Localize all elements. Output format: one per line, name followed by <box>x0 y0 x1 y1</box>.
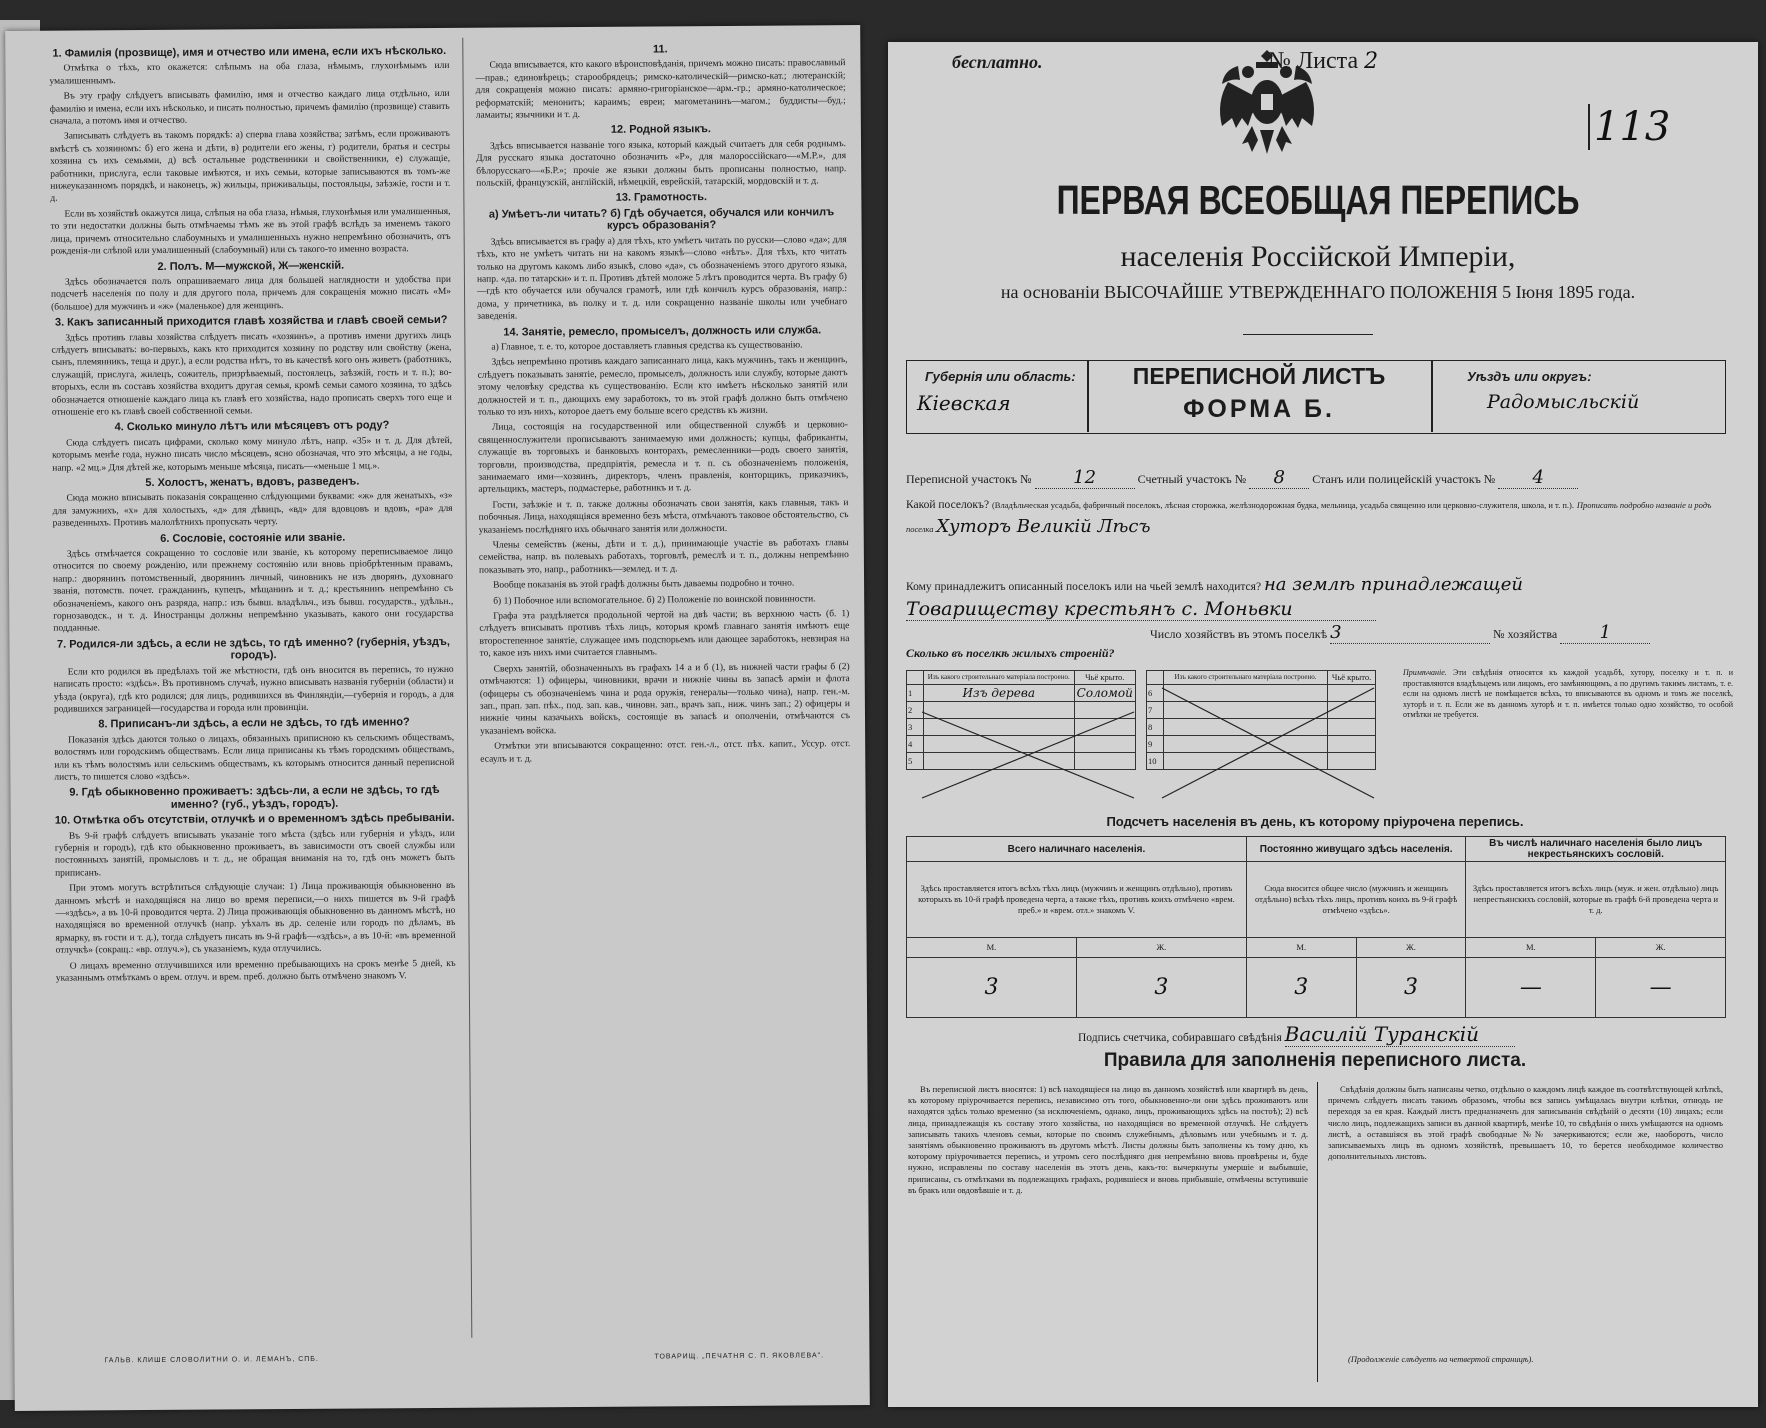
instruction-paragraph: Члены семействъ (жены, дѣти и т. д.), принимающіе участіе въ работахъ главы семейства, напр. въ полевыхъ работахъ, торговлѣ, ремеслѣ и т. п., должны непремѣнно показывать это, напр., работникъ—землед. и т. д. <box>478 538 849 576</box>
instructions-column-right <box>475 39 854 1312</box>
nonpeasant-f-label: Ж. <box>1596 938 1726 958</box>
total-m-label: М. <box>907 938 1077 958</box>
printer-footer-right: ТОВАРИЩ. „ПЕЧАТНЯ С. П. ЯКОВЛЕВА". <box>654 1352 825 1361</box>
header-divider-right <box>1431 360 1433 432</box>
instruction-heading: 9. Гдѣ обыкновенно проживаетъ: здѣсь-ли, а если не здѣсь, то гдѣ именно? (губ., уѣздъ, городъ). <box>69 784 440 811</box>
resident-m-value: 3 <box>1246 958 1356 1018</box>
instruction-heading: 7. Родился-ли здѣсь, а если не здѣсь, то гдѣ именно? (губернія, уѣздъ, городъ). <box>56 635 450 662</box>
settlement-block <box>906 494 1726 540</box>
province-label: Губернія или область: <box>925 369 1076 384</box>
population-count-table <box>906 836 1726 1018</box>
instruction-paragraph: Отмѣтка о тѣхъ, кто окажется: слѣпымъ на оба глаза, нѣмымъ, глухонѣмымъ или умалишеннымъ. <box>49 61 450 87</box>
resident-f-value: 3 <box>1356 958 1466 1018</box>
households-value: 3 <box>1330 622 1490 644</box>
instruction-paragraph: Если въ хозяйствѣ окажутся лица, слѣпыя на оба глаза, нѣмыя, глухонѣмыя или умалишенныя, то эти недостатки должны быть отмѣчаемы тѣмъ же въ этой графѣ вслѣдъ за именемъ такого лица, причемъ относительно слабоумныхъ и умалишенныхъ нужно непремѣнно обозначить, отъ рожденія-ли слѣпой или умалишенный (слабоумный) или съ такого-то именно возраста. <box>50 206 451 257</box>
header-box <box>906 360 1726 434</box>
households-line <box>1150 622 1720 644</box>
resident-f-label: Ж. <box>1356 938 1466 958</box>
instruction-paragraph: Въ 9-й графѣ слѣдуетъ вписывать указаніе того мѣста (здѣсь или губернія и уѣздъ, или губернія и городъ), гдѣ кто обыкновенно проживаетъ, въ зависимости отъ своей службы или постоянныхъ занятій, промысловъ и т. д., не обращая вниманія на то, гдѣ онъ можетъ быть приписанъ. <box>54 828 456 879</box>
building-cell: Соломой <box>1074 685 1135 702</box>
rules-continued-note: (Продолженіе слѣдуетъ на четвертой страницѣ). <box>1348 1354 1534 1364</box>
county-value: Радомысльскій <box>1487 391 1640 413</box>
count-desc-nonpeasant: Здѣсь проставляется итогъ всѣхъ лицъ (муж. и жен. отдѣльно) лицъ непрестьянскихъ сословій, которые въ графѣ 6-й проведена черта и т. д. <box>1466 862 1726 938</box>
buildings-label: Сколько въ поселкѣ жилыхъ строеній? <box>906 646 1115 660</box>
instruction-heading: 12. Родной языкъ. <box>610 123 711 137</box>
building-cell: 6 <box>1147 685 1164 702</box>
instructions-page <box>5 25 870 1411</box>
instruction-paragraph: Здѣсь противъ главы хозяйства слѣдуетъ писать «хозяинъ», а противъ имени другихъ лицъ слѣдуетъ вписывать: во-первыхъ, какъ кто приходится хозяину по родству или свойству (жена, сынъ, племянникъ, теща и друг.), а если родства нѣтъ, то въ качествѣ кого онъ живетъ (работникъ, служащій, прислуга, жилецъ, сожитель, призрѣваемый, постоялецъ, заѣзжій, гость и т. п.); во-вторыхъ, если въ составъ хозяйства входитъ другая семья, кромѣ семьи самого хозяина, то здѣсь обозначается отношеніе каждаго лица къ главѣ его хозяйства, надо прописать сверхъ того еще и отношеніе его къ главѣ своей собственной семьи. <box>51 330 452 418</box>
instruction-paragraph: Здѣсь отмѣчается сокращенно то сословіе или званіе, къ которому переписываемое лицо относится по своему рожденію, или прежнему состоянію или вновь пріобрѣтенным правамъ, напр.: дворянинъ потомственный, дворянинъ личный, чиновникъ не изъ дворянъ, духовнаго званія, потомств. почет. гражданинъ, купецъ, мѣщанинъ и т. д.; крестьянинъ непремѣнно съ обозначеніемъ, какого онъ разряда, напр.: изъ бывш. владѣльч., изъ бывш. государств., удѣльн., горнозаводск., и т. д. Иностранцы должны непремѣнно указывать, какого они государства подданные. <box>52 546 454 635</box>
note-text: Эти свѣдѣнія относятся къ каждой усадьбѣ, хутору, поселку и т. п. и проставляются владѣльцемъ или лицомъ, его замѣняющимъ, а по другимъ такимъ листамъ, т. е. если на одномъ листѣ не помѣщается всѣхъ, то вписываются въ одномъ и томъ же поселкѣ, хуторѣ и т. п. Если же въ данномъ хуторѣ и т. п. имѣется только одно хозяйство, то особой отмѣтки не требуется. <box>1403 668 1734 719</box>
instruction-paragraph: Сюда вписывается, кто какого вѣроисповѣданія, причемъ можно писать: православный—прав.; единовѣрецъ; старообрядецъ; римско-католическій—римско-кат.; лютеранскій; для сокращенія можно писать: армяно-григоріанское—арм.-гр.; армяно-католическое; реформатскій; менонитъ; караимъ; евреи; магометанинъ—магом.; буддисты—буд.; ламаиты; язычники и т. д. <box>475 58 846 121</box>
building-cell: 8 <box>1147 719 1164 736</box>
building-cell: 7 <box>1147 702 1164 719</box>
census-district-value: 12 <box>1035 467 1135 489</box>
instruction-heading: 14. Занятіе, ремесло, промыселъ, должность или служба. <box>503 323 822 339</box>
instruction-paragraph: Здѣсь обозначается полъ опрашиваемаго лица для большей наглядности и удобства при подсчетѣ населенія по полу и для другого пола, причемъ для сокращенія можно писать «М» (большое) для мужчинъ и «ж» (маленькое) для женщинъ. <box>51 274 452 313</box>
household-no-label: № хозяйства <box>1493 627 1558 641</box>
instruction-paragraph: Здѣсь вписывается въ графу а) для тѣхъ, кто умѣетъ читать по русски—слово «да»; для тѣхъ, кто не умѣетъ читать ни на какомъ языкѣ—слово «нѣтъ». Для тѣхъ, кто читать только на другомъ какомъ либо языкѣ, слово «да», съ обозначеніемъ этого другого языка, напр. «да. по татарски» и т. п. Противъ дѣтей моложе 5 лѣтъ проводится черта. Въ графу б)—гдѣ кто обучается или обучался грамотѣ, или гдѣ кончилъ курсъ образованія, напр.: дома, у причетника, въ полку и т. д. или сокращенно названіе школы или учебнаго заведенія. <box>476 234 848 322</box>
instruction-heading: 4. Сколько минуло лѣтъ или мѣсяцевъ отъ роду? <box>114 419 390 434</box>
building-cell: 1 <box>907 685 924 702</box>
title-rule <box>1243 334 1373 335</box>
buildings-col-owner: Чьё крыто. <box>1074 671 1135 685</box>
note-title: Примѣчаніе. <box>1403 668 1447 677</box>
counter-signature-label: Подпись счетчика, собиравшаго свѣдѣнія <box>1078 1032 1282 1044</box>
instruction-paragraph: Здѣсь непремѣнно противъ каждаго записаннаго лица, какъ мужчинъ, такъ и женщинъ, слѣдуетъ показывать занятіе, ремесло, промыселъ, должность или службу, которые даютъ этому человѣку средства къ существованію. Если кто имѣетъ нѣсколько занятій или должностей и т. п., дающихъ ему заработокъ, то въ этой графѣ должно быть отмѣчено только то изъ нихъ, которое даетъ ему больше всего средствъ къ жизни. <box>477 355 848 418</box>
land-owner-block <box>906 574 1726 595</box>
households-label: Число хозяйствъ въ этомъ поселкѣ <box>1150 627 1328 641</box>
sheet-number-value: 2 <box>1364 49 1379 74</box>
instruction-heading: 13. Грамотность. <box>615 191 708 205</box>
counter-signature-line <box>1078 1022 1515 1047</box>
counting-district-label: Счетный участокъ № <box>1137 472 1247 486</box>
count-col-resident: Постоянно живущаго здѣсь населенія. <box>1246 837 1466 862</box>
instruction-paragraph: Показанія здѣсь даются только о лицахъ, обязанныхъ приписною къ сельскимъ обществамъ, волостямъ или городскимъ обществамъ. Если лица приписаны къ тѣмъ городскимъ обществамъ, или къ тѣмъ волостямъ или сельскимъ обществамъ, къ которымъ относится данный переписной листъ, то пишется слово «здѣсь». <box>54 732 455 783</box>
form-legal-basis: на основаніи ВЫСОЧАЙШЕ УТВЕРЖДЕННАГО ПОЛОЖЕНІЯ 5 Іюня 1895 года. <box>1000 282 1636 302</box>
building-cell: 4 <box>907 736 924 753</box>
instruction-heading: 5. Холостъ, женатъ, вдовъ, разведенъ. <box>145 475 360 490</box>
land-owner-value-1: на землѣ принадлежащей <box>1263 574 1523 595</box>
instruction-paragraph: Вообще показанія въ этой графѣ должны быть даваемы подробно и точно. <box>493 578 795 591</box>
instruction-paragraph: Здѣсь вписывается названіе того языка, который каждый считаетъ для себя роднымъ. Для русскаго языка достаточно обозначить «Р», для малороссійскаго—«М.Р.», для бѣлорусскаго—«Б.Р.»; прочіе же языки должны быть прописаны полностью, напр. польскій, французскій, англійскій, нѣмецкій, еврейскій, татарскій, мордовскій и т. д. <box>476 138 847 189</box>
free-label: бесплатно. <box>952 52 1043 72</box>
settlement-hint: (Владѣльческая усадьба, фабричный поселокъ, лѣсная сторожка, желѣзнодорожная будка, мельница, усадьба священно или церковно-служителя, школа, и т. п.). <box>991 500 1574 510</box>
instruction-paragraph: Записывать слѣдуетъ въ такомъ порядкѣ: а) сперва глава хозяйства; затѣмъ, если проживаютъ вмѣстѣ съ хозяиномъ: б) его жена и дѣти, в) родители его жены, г) родители, братья и сестры хозяина съ ихъ семьями, д) всѣ остальные родственники и свойственники, е) служащіе, работники, прислуга, если таковые имѣются, и ихъ семьи, которые записываются въ томъ-же нижеуказанномъ порядкѣ, и наконецъ, ж) жильцы, приживальцы, постояльцы, заѣзжіе, гости и т. д. <box>49 129 451 205</box>
building-cell: 5 <box>907 753 924 770</box>
building-cell: Изъ дерева <box>924 685 1075 702</box>
instruction-paragraph: Сюда слѣдуетъ писать цифрами, сколько кому минуло лѣтъ, напр. «35» и т. д. Для дѣтей, которымъ менѣе года, нужно писать число мѣсяцевъ, ясно обозначая, что это мѣсяцы, а не годы, напр. «2 мц.» Для дѣтей же, которымъ меньше мѣсяца, писать—«меньше 1 мц.». <box>52 435 453 474</box>
building-cell: 9 <box>1147 736 1164 753</box>
police-district-value: 4 <box>1498 467 1578 489</box>
police-district-label: Станъ или полицейскій участокъ № <box>1312 472 1496 486</box>
settlement-label: Какой поселокъ? <box>906 499 990 511</box>
building-cell: 10 <box>1147 753 1164 770</box>
building-cell: 2 <box>907 702 924 719</box>
nonpeasant-m-value: — <box>1466 958 1596 1018</box>
count-col-nonpeasant: Въ числѣ наличнаго населенія было лицъ некрестьянскихъ сословій. <box>1466 837 1726 862</box>
instruction-heading: 2. Полъ. М—мужской, Ж—женскій. <box>157 259 345 273</box>
sheet-number-text: № Листа <box>1268 48 1359 74</box>
census-form-page <box>888 42 1758 1407</box>
count-desc-total: Здѣсь проставляется итогъ всѣхъ тѣхъ лицъ (мужчинъ и женщинъ отдѣльно), противъ которыхъ въ 10-й графѣ проведена черта, а также тѣхъ, противъ коихъ отмѣчено «врем. преб.» и «врем. отл.» знакомъ V. <box>907 862 1247 938</box>
rules-left-text: Въ переписной листъ вносятся: 1) всѣ находящіеся на лицо въ данномъ хозяйствѣ или квартирѣ въ день, къ которому пріурочивается перепись, независимо отъ того, обыкновенно-ли они здѣсь проживаютъ или находятся здѣсь только временно (за исключеніемъ, однако, лицъ, проживающихъ здѣсь на постоѣ); 2) всѣ лица, принадлежащія къ составу этого хозяйства, но находящіяся во временной отлучкѣ. Не слѣдуетъ записывать такихъ членовъ семьи, которые по своимъ служебнымъ, дѣловымъ или учебнымъ и т. д. занятіямъ обыкновенно проживаютъ въ другомъ мѣстѣ. Листы должны быть заполнены къ тому дню, къ которому пріурочивается перепись, и утромъ сего послѣдняго дня непремѣнно вновь провѣрены и, буде нужно, исправлены по составу населенія въ этотъ день, какъ-то: вычеркнуты умершіе и выбывшіе, приписаны, съ отмѣтками въ подлежащихъ графахъ, родившіеся и вновь прибывшіе, отмѣчены вступившіе въ бракъ или овдовѣвшіе и т. д. <box>908 1084 1308 1195</box>
nonpeasant-f-value: — <box>1596 958 1726 1018</box>
instruction-paragraph: Сюда можно вписывать показанія сокращенно слѣдующими буквами: «ж» для женатыхъ, «з» для замужнихъ, «х» для холостыхъ, «д» для дѣвицъ, «вд» для вдовцовъ и вдовъ, «ра» для разведенныхъ. Противъ малолѣтнихъ пропускать черту. <box>52 491 453 529</box>
county-label: Уѣздъ или округъ: <box>1467 369 1592 384</box>
instruction-paragraph: Въ эту графу слѣдуетъ вписывать фамилію, имя и отчество каждаго лица отдѣльно, или фамилію и имена, если ихъ нѣсколько, и писать полностью, причемъ фамилію (прозвище) ставить сначала, а потомъ имя и отчество. <box>49 89 450 127</box>
building-cell: 3 <box>907 719 924 736</box>
count-desc-resident: Сюда вносится общее число (мужчинъ и женщинъ отдѣльно) всѣхъ тѣхъ лицъ, противъ коихъ въ 9-й графѣ отмѣчено «здѣсь». <box>1246 862 1466 938</box>
instruction-heading: 3. Какъ записанный приходится главѣ хозяйства и главѣ своей семьи? <box>54 314 448 329</box>
buildings-col-owner-right: Чьё крыто. <box>1328 671 1376 685</box>
archive-number: 113 <box>1588 104 1670 150</box>
form-letter-title: ФОРМА Б. <box>1183 395 1335 423</box>
form-title: ПЕРВАЯ ВСЕОБЩАЯ ПЕРЕПИСЬ <box>1056 177 1580 223</box>
instruction-paragraph: О лицахъ временно отлучившихся или временно пребывающихъ на срокъ менѣе 5 дней, къ указаннымъ отмѣткамъ о врем. отлуч. и врем. преб. должно быть отмѣчено знакомъ V. <box>55 958 456 984</box>
counter-signature-value: Василій Туранскій <box>1285 1022 1515 1047</box>
instruction-paragraph: Отмѣтки эти вписываются сокращенно: отст. ген.-л., отст. пѣх. капит., Уссур. отст. есаулъ и т. д. <box>480 739 851 765</box>
instruction-heading: 6. Сословіе, состояніе или званіе. <box>160 531 346 545</box>
instruction-heading: 11. <box>652 43 668 56</box>
instruction-heading: 1. Фамилія (прозвище), имя и отчество или имена, если ихъ нѣсколько. <box>52 44 447 60</box>
nonpeasant-m-label: М. <box>1466 938 1596 958</box>
form-subtitle: населенія Россійской Имперіи, <box>1120 240 1516 273</box>
buildings-col-material-right: Изъ какого строительнаго матеріала построено. <box>1164 671 1328 685</box>
instructions-column-left <box>49 42 458 1315</box>
district-line <box>906 467 1726 489</box>
rules-title: Правила для заполненія переписного листа. <box>1103 1050 1527 1071</box>
instruction-heading: 10. Отмѣтка объ отсутствіи, отлучкѣ и о временномъ здѣсь пребываніи. <box>54 812 455 827</box>
resident-m-label: М. <box>1246 938 1356 958</box>
buildings-crossout-lines <box>906 670 1376 800</box>
settlement-value: Хуторъ Великій Лѣсъ <box>936 516 1151 537</box>
sheet-number-label <box>1268 48 1378 75</box>
counting-district-value: 8 <box>1249 467 1309 489</box>
printer-footer-left: ГАЛЬВ. КЛИШЕ СЛОВОЛИТНИ О. И. ЛЕМАНЪ, СПБ. <box>104 1355 319 1365</box>
instruction-paragraph: Сверхъ занятій, обозначенныхъ въ графахъ 14 а и б (1), въ нижней части графы б (2) отмѣчаются: 1) офицеры, чиновники, врачи и нижніе чины въ запасѣ арміи и флота (офицеры съ обозначеніемъ чина и рода оружія, генералы—только чина), напр. ген.-м. зап., прап. зап. пѣх., под. зап. кав., чиновн. зап., врачъ зап., ниж. чинъ зап.; 2) офицеры и нижніе чины казачьихъ войскъ, состоящіе въ запасѣ и ополченіи, отмѣчаются съ указаніемъ войска. <box>479 661 851 737</box>
instruction-paragraph: Если кто родился въ предѣлахъ той же мѣстности, гдѣ онъ вносится въ перепись, то нужно написать просто: «здѣсь». Въ противномъ случаѣ, нужно вписывать названія губерніи (области) и уѣзда (округа), гдѣ кто родился; для лицъ, родившихся въ Финляндіи,—губернія и городъ, а для родившихся заграницей—государства и города или провинціи. <box>53 664 454 715</box>
instruction-paragraph: Графа эта раздѣляется продольной чертой на двѣ части; въ верхнюю часть (б. 1) слѣдуетъ вписывать противъ тѣхъ лицъ, которыя кромѣ главнаго занятія имѣютъ еще второстепенное занятіе, служащее имъ подспорьемъ или дающее заработокъ, невзирая на то, какое изъ нихъ ими считается главнымъ. <box>479 609 850 659</box>
buildings-col-material: Изъ какого строительнаго матеріала построено. <box>924 671 1075 685</box>
instruction-paragraph: б) 1) Побочное или вспомогательное. б) 2) Положеніе по воинской повинности. <box>493 594 816 607</box>
total-m-value: 3 <box>907 958 1077 1018</box>
instruction-heading: а) Умѣетъ-ли читать? б) Гдѣ обучается, обучался или кончилъ курсъ образованія? <box>488 206 835 233</box>
rules-right-text: Свѣдѣнія должны быть написаны четко, отдѣльно о каждомъ лицѣ каждое въ соотвѣтствующей клѣткѣ, причемъ слѣдуетъ писать такимъ образомъ, чтобы вся запись умѣщалась внутри клѣтки, отнюдь не переходя за ея края. Каждый листъ предназначенъ для записыванія свѣдѣній о десяти (10) лицахъ; если число лицъ, подлежащихъ записи въ данной квартирѣ, менѣе 10, то свѣдѣнія о нихъ умѣщаются на одномъ листѣ, а оставшіяся въ этой графѣ свободные №№ зачеркиваются; если же, наоборотъ, число записываемыхъ лицъ въ одномъ хозяйствѣ, превышаетъ 10, то берется необходимое количество дополнительныхъ листовъ. <box>1328 1084 1723 1162</box>
instruction-heading: 8. Приписанъ-ли здѣсь, а если не здѣсь, то гдѣ именно? <box>98 716 410 731</box>
total-f-value: 3 <box>1076 958 1246 1018</box>
total-f-label: Ж. <box>1076 938 1246 958</box>
household-no-value: 1 <box>1560 622 1650 644</box>
instruction-paragraph: Лица, состоящія на государственной или общественной службѣ и церковно-священнослужители прописываютъ занимаемую ими должность; купцы, фабриканты, служащіе въ торговыхъ и банковыхъ конторахъ, ремесленники—родъ своего занятія, торговли, производства, предпріятія, ремесла и т. п. съ обозначеніемъ положенія, занимаемаго ими—хозяинъ, директоръ, членъ правленія, конторщикъ, приказчикъ, артельщикъ, мастеръ, подмастерье, работникъ и т. д. <box>478 420 849 496</box>
land-owner-value-2: Товариществу крестьянъ с. Моньвки <box>906 598 1376 621</box>
count-title: Подсчетъ населенія въ день, къ которому пріурочена перепись. <box>1106 814 1524 829</box>
census-district-label: Переписной участокъ № <box>906 472 1032 486</box>
land-owner-label: Кому принадлежитъ описанный поселокъ или на чьей землѣ находится? <box>906 581 1262 593</box>
rules-divider <box>1317 1082 1318 1382</box>
province-value: Кіевская <box>917 391 1011 415</box>
instruction-paragraph: При этомъ могутъ встрѣтиться слѣдующіе случаи: 1) Лица проживающія обыкновенно въ данномъ мѣстѣ и находящіяся на лицо во время переписи,—о нихъ пишется въ 9-й графѣ—«здѣсь», а въ 10-й проводится черта. 2) Лица проживающія обыкновенно въ данномъ мѣстѣ, но находящіяся во временной отлучкѣ (напр. уѣхалъ въ др. селеніе или городъ по дѣламъ, въ ярмарку, въ гости и т. д.), тогда слѣдуетъ писать въ 9-й графѣ—«здѣсь», а въ 10-й: «въ временной отлучкѣ» (сокращ.: «вр. отлуч.»), съ указаніемъ, куда отлучились. <box>55 881 456 956</box>
sheet-title: ПЕРЕПИСНОЙ ЛИСТЪ <box>1132 363 1386 389</box>
count-col-total: Всего наличнаго населенія. <box>907 837 1247 862</box>
settlement-hint-2: Прописать подробно названіе и родъ поселка <box>906 500 1712 534</box>
column-divider <box>462 38 472 1338</box>
instruction-paragraph: а) Главное, т. е. то, которое доставляетъ главныя средства къ существованію. <box>491 340 803 353</box>
instruction-paragraph: Гости, заѣзжіе и т. п. также должны обозначать свои занятія, какъ главныя, такъ и побочныя. Лица, находящіяся временно безъ мѣста, отмѣчаютъ таковое обстоятельство, съ указаніемъ послѣдняго ихъ обычнаго занятія или должности. <box>478 497 849 536</box>
buildings-note <box>1403 668 1733 721</box>
